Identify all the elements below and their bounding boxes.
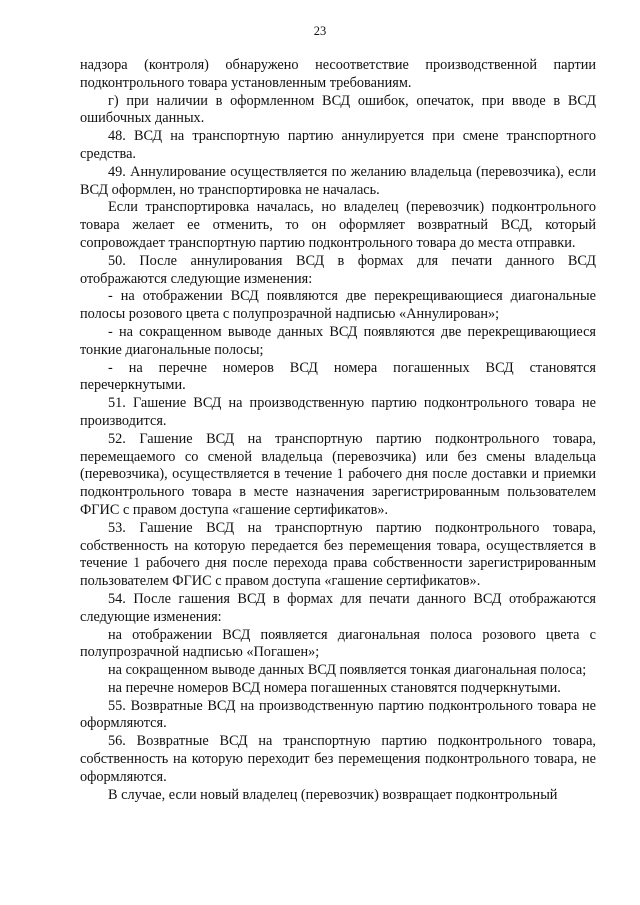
paragraph: на отображении ВСД появляется диагональная полоса розового цвета с полупрозрачной надписью «Погашен»; bbox=[80, 626, 596, 661]
paragraph: 48. ВСД на транспортную партию аннулируется при смене транспортного средства. bbox=[80, 128, 596, 162]
paragraph: 53. Гашение ВСД на транспортную партию подконтрольного товара, собственность на которую передается без перемещения товара, осуществляется в течение 1 рабочего дня после перехода права собственности зарегистрированным пользователем ФГИС с правом доступа «гашение сертификатов». bbox=[80, 519, 596, 590]
document-body bbox=[80, 57, 596, 804]
paragraph: 54. После гашения ВСД в формах для печати данного ВСД отображаются следующие изменения: bbox=[80, 590, 596, 625]
paragraph: 51. Гашение ВСД на производственную партию подконтрольного товара не производится. bbox=[80, 395, 596, 429]
paragraph: на перечне номеров ВСД номера погашенных становятся подчеркнутыми. bbox=[108, 679, 561, 696]
paragraph: - на перечне номеров ВСД номера погашенных ВСД становятся перечеркнутыми. bbox=[80, 359, 596, 394]
paragraph: 52. Гашение ВСД на транспортную партию подконтрольного товара, перемещаемого со сменой владельца (перевозчика) или без смены владельца (перевозчика), осуществляется в течение 1 рабочего дня после доставки и приемки подконтрольного товара в месте назначения зарегистрированным пользователем ФГИС с правом доступа «гашение сертификатов». bbox=[80, 430, 596, 518]
paragraph: В случае, если новый владелец (перевозчик) возвращает подконтрольный bbox=[108, 786, 558, 803]
paragraph: 55. Возвратные ВСД на производственную партию подконтрольного товара не оформляются. bbox=[80, 697, 596, 732]
paragraph: г) при наличии в оформленном ВСД ошибок, опечаток, при вводе в ВСД ошибочных данных. bbox=[80, 92, 596, 127]
paragraph: на сокращенном выводе данных ВСД появляется тонкая диагональная полоса; bbox=[108, 662, 587, 679]
paragraph: 49. Аннулирование осуществляется по желанию владельца (перевозчика), если ВСД оформлен, но транспортировка не началась. bbox=[80, 163, 596, 198]
paragraph: надзора (контроля) обнаружено несоответствие производственной партии подконтрольного товара установленным требованиям. bbox=[80, 57, 596, 91]
paragraph: - на сокращенном выводе данных ВСД появляются две перекрещивающиеся тонкие диагональные полосы; bbox=[80, 323, 596, 358]
paragraph: 56. Возвратные ВСД на транспортную партию подконтрольного товара, собственность на которую переходит без перемещения подконтрольного товара, не оформляются. bbox=[80, 733, 596, 785]
paragraph: Если транспортировка началась, но владелец (перевозчик) подконтрольного товара желает ее отменить, то он оформляет возвратный ВСД, который сопровождает транспортную партию подконтрольного товара до места отправки. bbox=[80, 199, 596, 251]
paragraph: 50. После аннулирования ВСД в формах для печати данного ВСД отображаются следующие изменения: bbox=[80, 252, 596, 287]
paragraph: - на отображении ВСД появляются две перекрещивающиеся диагональные полосы розового цвета с полупрозрачной надписью «Аннулирован»; bbox=[80, 288, 596, 323]
page-number: 23 bbox=[313, 24, 327, 38]
